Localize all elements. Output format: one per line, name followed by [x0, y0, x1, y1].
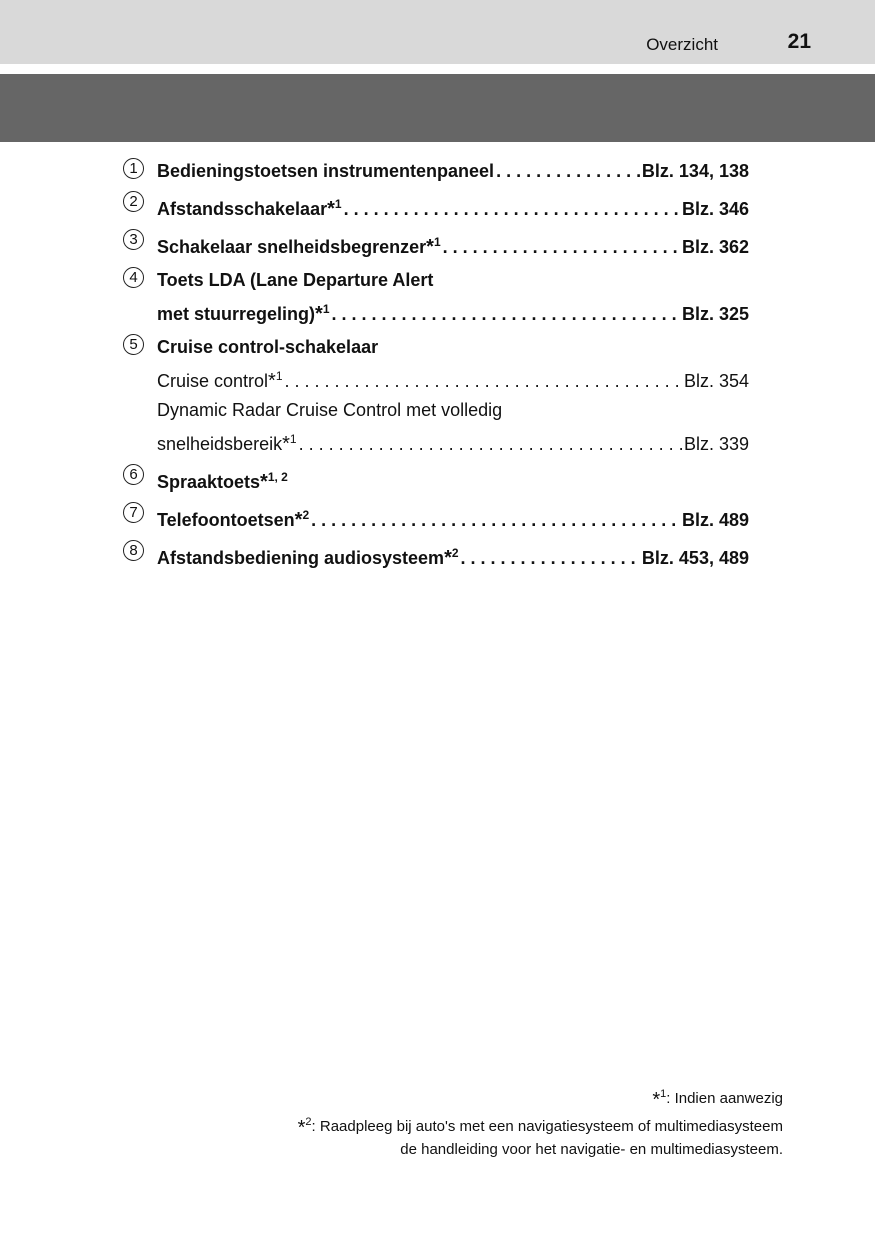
item-label: Cruise control-schakelaar: [157, 337, 379, 357]
footnote-star: *: [260, 471, 268, 493]
page-reference: Blz. 362: [681, 237, 749, 257]
item-label: Afstandsschakelaar: [157, 199, 328, 219]
footnote-1: [143, 1083, 783, 1111]
footnote-mark: 1: [660, 1088, 667, 1100]
leader-dots: [285, 367, 682, 396]
controls-list: [123, 157, 749, 577]
footnote-mark: 2: [451, 546, 459, 560]
list-item: [123, 463, 749, 497]
item-label: met stuurregeling): [157, 304, 316, 324]
footnote-2: [143, 1111, 783, 1139]
footnote-mark: 1: [289, 432, 297, 446]
footnote-star: *: [426, 236, 434, 258]
footnote-mark: 1: [322, 302, 330, 316]
item-label: Schakelaar snelheidsbegrenzer: [157, 237, 427, 257]
item-number-circle: 1: [123, 158, 144, 179]
leader-dots: [311, 506, 680, 535]
footnote-star: *: [297, 1117, 306, 1139]
leader-dots: [332, 300, 680, 329]
list-item: [123, 228, 749, 262]
footnote-text: : Indien aanwezig: [666, 1090, 783, 1107]
footnote-star: *: [294, 509, 303, 531]
footnote-mark: 1: [275, 369, 283, 383]
list-item: [123, 266, 749, 329]
item-label: Afstandsbediening audiosysteem: [157, 548, 445, 568]
list-item: [123, 190, 749, 224]
item-number-circle: 5: [123, 334, 144, 355]
item-number-circle: 4: [123, 267, 144, 288]
page-number: 21: [787, 30, 811, 53]
item-label: Telefoontoetsen: [157, 510, 295, 530]
list-item: [123, 539, 749, 573]
item-number-circle: 8: [123, 540, 144, 561]
footnote-2-continued: de handleiding voor het navigatie- en multimediasysteem.: [400, 1141, 783, 1158]
footnote-mark: 2: [302, 508, 310, 522]
sub-item-label-line: Dynamic Radar Cruise Control met volledig: [157, 400, 503, 420]
footnote-mark: 2: [305, 1116, 312, 1128]
leader-dots: [443, 233, 680, 262]
item-label-line: Toets LDA (Lane Departure Alert: [157, 270, 434, 290]
header-band: [0, 0, 875, 64]
dark-banner: [0, 74, 875, 142]
item-label: Bedieningstoetsen instrumentenpaneel: [157, 161, 495, 181]
header-divider: [0, 64, 875, 74]
footnote-star: *: [268, 370, 276, 392]
item-number-circle: 2: [123, 191, 144, 212]
leader-dots: [461, 544, 640, 573]
footnote-star: *: [444, 547, 452, 569]
page-reference: Blz. 339: [683, 434, 749, 454]
footnote-star: *: [315, 303, 323, 325]
leader-dots: [344, 195, 680, 224]
page-reference: Blz. 489: [681, 510, 749, 530]
page-reference: Blz. 134, 138: [641, 161, 749, 181]
list-item: [123, 157, 749, 186]
footnotes: [143, 1083, 783, 1161]
leader-dots: [496, 157, 640, 186]
page-reference: Blz. 346: [681, 199, 749, 219]
footnote-mark: 1: [334, 197, 342, 211]
sub-item-label: snelheidsbereik: [157, 434, 283, 454]
footnote-text: : Raadpleeg bij auto's met een navigatiesysteem of multimediasysteem: [311, 1118, 783, 1135]
sub-item-label: Cruise control: [157, 371, 269, 391]
page-reference: Blz. 354: [683, 371, 749, 391]
footnote-mark: 1, 2: [267, 470, 288, 484]
page-reference: Blz. 325: [681, 304, 749, 324]
item-number-circle: 3: [123, 229, 144, 250]
item-number-circle: 6: [123, 464, 144, 485]
footnote-star: *: [652, 1089, 661, 1111]
leader-dots: [299, 430, 682, 459]
footnote-star: *: [282, 433, 290, 455]
item-label: Spraaktoets: [157, 472, 261, 492]
item-number-circle: 7: [123, 502, 144, 523]
page-reference: Blz. 453, 489: [641, 548, 749, 568]
footnote-mark: 1: [433, 235, 441, 249]
list-item: [123, 501, 749, 535]
section-title: Overzicht: [646, 35, 718, 54]
list-item: [123, 333, 749, 459]
footnote-star: *: [327, 198, 335, 220]
